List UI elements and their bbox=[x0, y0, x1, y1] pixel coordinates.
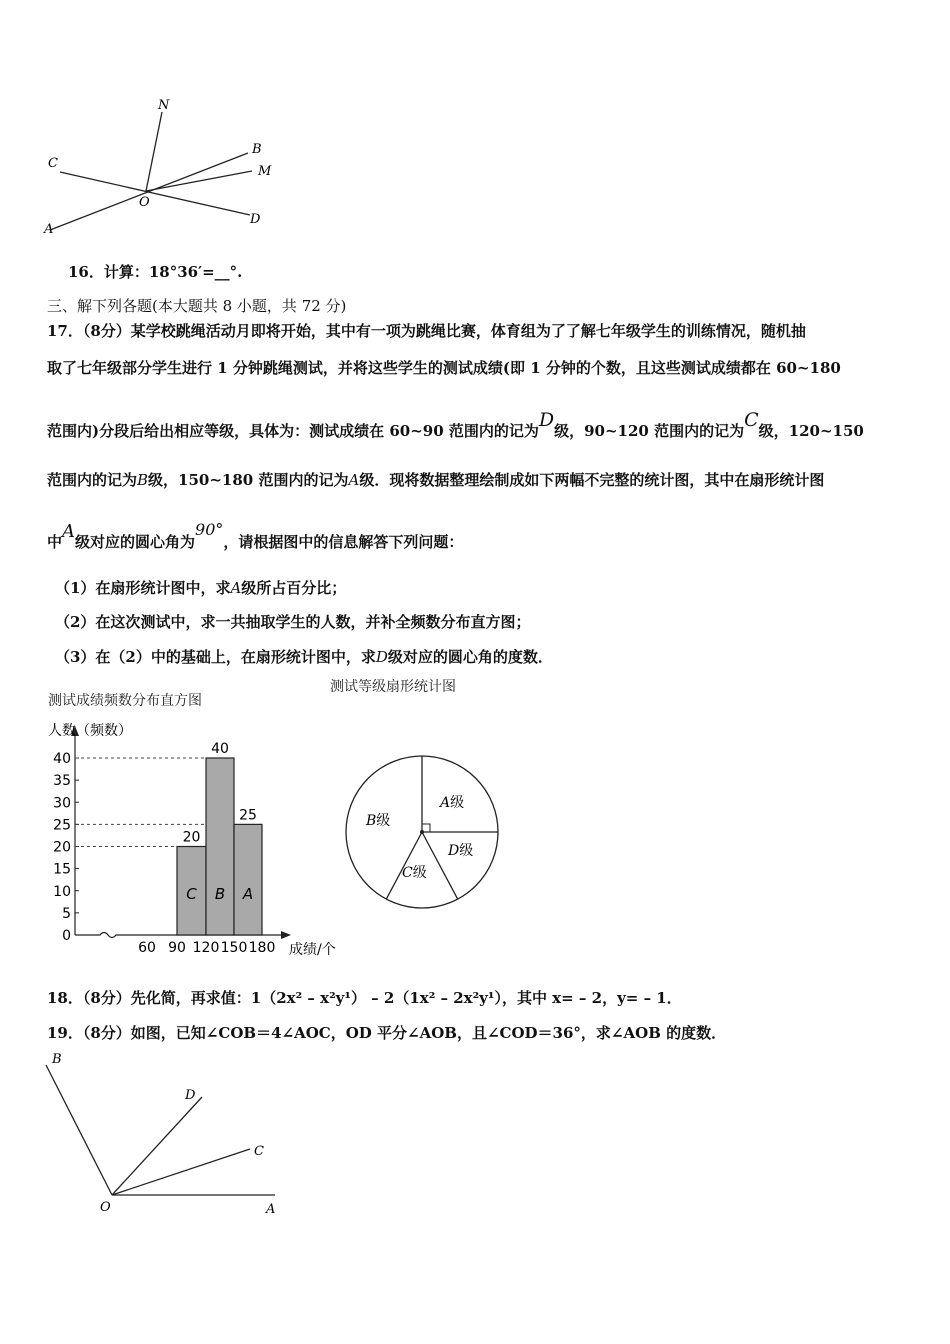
pie-label-C: C级 bbox=[402, 865, 427, 881]
y-tick-label: 35 bbox=[53, 773, 71, 790]
pie-label-A: A级 bbox=[440, 795, 465, 811]
q17-line1: 17．（8分）某学校跳绳活动月即将开始，其中有一项为跳绳比赛，体育组为了了解七年级学生的训练情况，随机抽 bbox=[47, 322, 806, 340]
label-m: M bbox=[258, 164, 272, 179]
y-tick-label: 0 bbox=[62, 928, 71, 944]
question-16: 16．计算：18°36′=__°. bbox=[68, 263, 243, 281]
histogram-chart bbox=[40, 710, 350, 965]
bar-A bbox=[234, 824, 262, 935]
bar-category-label: C bbox=[186, 885, 197, 903]
x-axis-arrow bbox=[281, 931, 291, 939]
label-o: O bbox=[139, 195, 150, 210]
question-18: 18．（8分）先化简，再求值：1（2x² – x²y¹） – 2（1x² – 2x²y¹），其中 x= – 2，y= – 1． bbox=[47, 989, 682, 1007]
label-d: D bbox=[250, 212, 261, 227]
x-tick-label: 180 bbox=[248, 940, 276, 956]
label-a: A bbox=[44, 222, 54, 237]
label-c: C bbox=[254, 1144, 264, 1159]
q17-line2: 取了七年级部分学生进行 1 分钟跳绳测试，并将这些学生的测试成绩(即 1 分钟的个数，且这些测试成绩都在 60~180 bbox=[47, 359, 841, 377]
q17-sub1: （1）在扇形统计图中，求A级所占百分比； bbox=[55, 579, 347, 597]
label-a: A bbox=[266, 1202, 276, 1217]
y-tick-label: 25 bbox=[53, 817, 71, 834]
x-axis-label: 成绩/个 bbox=[289, 942, 336, 958]
q17-line4: 范围内的记为B级，150~180 范围内的记为A级．现将数据整理绘制成如下两幅不完整的统计图，其中在扇形统计图 bbox=[47, 471, 825, 489]
ray-om bbox=[146, 171, 252, 191]
angle-figure-15 bbox=[40, 95, 290, 240]
label-b: B bbox=[52, 1052, 62, 1067]
histogram-title: 测试成绩频数分布直方图 bbox=[48, 693, 202, 709]
bar-category-label: B bbox=[214, 885, 226, 903]
label-d: D bbox=[185, 1088, 196, 1103]
bar-value-label: 20 bbox=[182, 829, 201, 846]
bar-category-label: A bbox=[242, 885, 254, 903]
angle-figure-19 bbox=[40, 1045, 300, 1225]
y-tick-label: 40 bbox=[53, 751, 71, 767]
pie-center bbox=[420, 830, 424, 834]
label-o: O bbox=[100, 1200, 111, 1215]
pie-title: 测试等级扇形统计图 bbox=[330, 679, 456, 695]
bar-B bbox=[206, 758, 234, 935]
x-tick-label: 150 bbox=[220, 940, 248, 956]
x-tick-label: 120 bbox=[192, 940, 220, 956]
line-ab bbox=[50, 153, 248, 230]
y-tick-label: 15 bbox=[53, 861, 71, 878]
line-cd bbox=[60, 172, 250, 215]
label-b: B bbox=[252, 142, 262, 157]
q17-sub2: （2）在这次测试中，求一共抽取学生的人数，并补全频数分布直方图； bbox=[55, 613, 531, 631]
q17-line5: 中A级对应的圆心角为90°，请根据图中的信息解答下列问题： bbox=[47, 520, 464, 551]
y-tick-label: 10 bbox=[53, 883, 71, 900]
y-tick-label: 5 bbox=[62, 905, 71, 922]
ray-ob bbox=[46, 1065, 112, 1195]
bar-value-label: 40 bbox=[211, 741, 229, 757]
bar-value-label: 25 bbox=[239, 807, 257, 824]
x-tick-label: 90 bbox=[168, 940, 186, 956]
label-c: C bbox=[48, 156, 58, 171]
q17-sub3: （3）在（2）中的基础上，在扇形统计图中，求D级对应的圆心角的度数． bbox=[55, 648, 553, 666]
pie-label-B: B级 bbox=[366, 813, 391, 829]
label-n: N bbox=[158, 98, 170, 113]
pie-chart bbox=[330, 745, 520, 925]
x-tick-label: 60 bbox=[138, 940, 156, 956]
section-heading: 三、解下列各题(本大题共 8 小题，共 72 分) bbox=[47, 297, 347, 315]
question-19: 19．（8分）如图，已知∠COB＝4∠AOC，OD 平分∠AOB，且∠COD＝36°，求∠AOB 的度数． bbox=[47, 1024, 727, 1042]
y-tick-label: 30 bbox=[53, 795, 71, 812]
y-tick-label: 20 bbox=[53, 839, 71, 856]
pie-label-D: D级 bbox=[448, 843, 474, 859]
q17-line3: 范围内)分段后给出相应等级，具体为：测试成绩在 60~90 范围内的记为D级，90~120 范围内的记为C级，120~150 bbox=[47, 409, 864, 440]
ray-on bbox=[146, 112, 162, 191]
y-axis-label: 人数（频数） bbox=[48, 723, 132, 739]
